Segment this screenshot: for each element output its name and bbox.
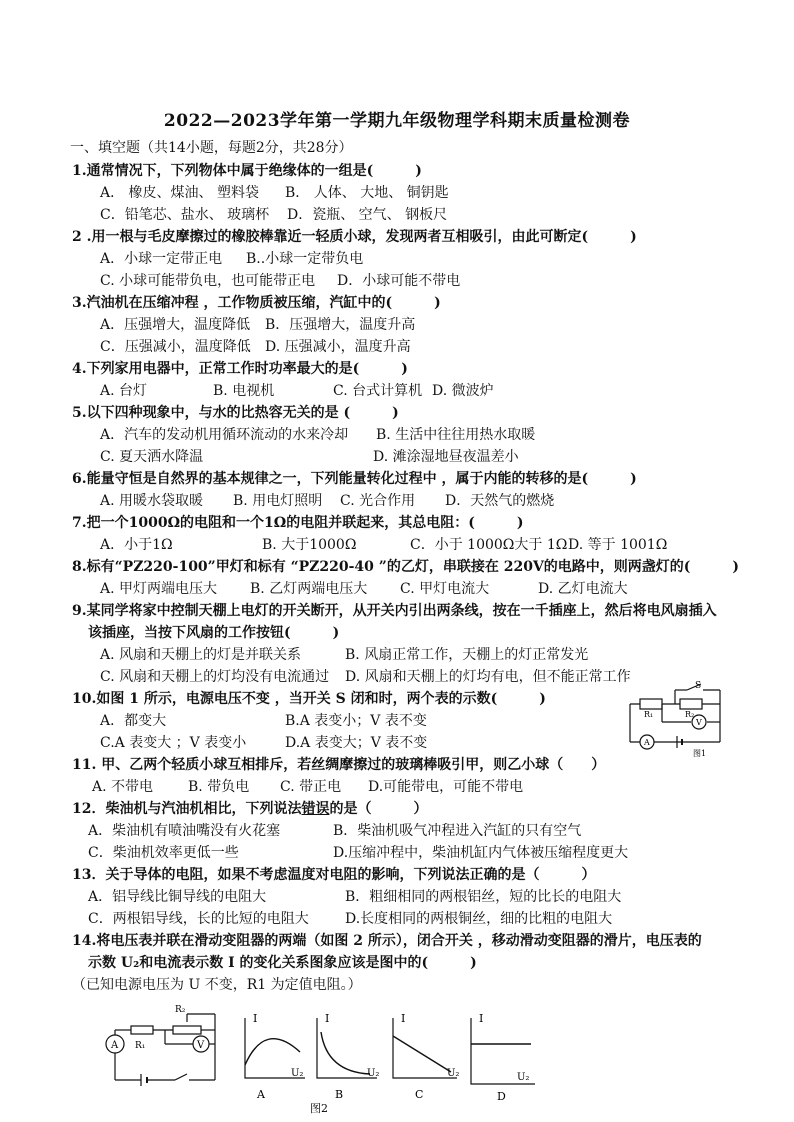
q3-option-b: B．压强增大，温度升高 (265, 317, 416, 333)
q5-option-c: C. 夏天洒水降温 (100, 449, 204, 465)
exam-title: 2022—2023学年第一学期九年级物理学科期末质量检测卷 (163, 111, 631, 131)
q5-option-a: A．汽车的发动机用循环流动的水来冷却 (100, 427, 349, 443)
q10-option-b: B.A 表变小；V 表不变 (285, 713, 427, 729)
fig2-voltmeter-label: V (197, 1040, 205, 1051)
question-13-stem: 13．关于导体的电阻，如果不考虑温度对电阻的影响，下列说法正确的是（ ） (72, 867, 596, 883)
fig1-switch-label: S (695, 681, 702, 691)
fig1-r1-label: R₁ (644, 710, 654, 719)
figure-1-circuit (625, 680, 725, 762)
question-12-stem (72, 798, 427, 818)
fig1-r2-label: R₂ (685, 710, 695, 719)
q12-option-d: D.压缩冲程中，柴油机缸内气体被压缩程度更大 (333, 845, 629, 861)
graph-a-ylabel: I (253, 1012, 258, 1025)
question-11-stem: 11. 甲、乙两个轻质小球互相排斥，若丝绸摩擦过的玻璃棒吸引甲，则乙小球（ ） (72, 757, 606, 773)
q3-option-d: D. 压强减小，温度升高 (265, 339, 411, 355)
fig1-ammeter-label: A (644, 738, 650, 747)
q1-option-b: B． 人体、 大地、 铜钥匙 (285, 185, 449, 201)
fig1-voltmeter-label: V (696, 718, 702, 727)
q8-option-a: A. 甲灯两端电压大 (100, 581, 218, 597)
q7-option-c: C．小于 1000Ω大于 1Ω (410, 537, 568, 553)
question-14-stem: 14.将电压表并联在滑动变阻器的两端（如图 2 所示），闭合开关 ，移动滑动变阻器的滑片，电压表的 (72, 933, 702, 949)
q7-option-d: D. 等于 1001Ω (568, 537, 668, 553)
graph-c-choice: C (415, 1088, 424, 1101)
q12-option-c: C．柴油机效率更低一些 (88, 845, 239, 861)
question-9-stem-cont: 该插座，当按下风扇的工作按钮( ) (88, 625, 340, 641)
question-1-stem: 1.通常情况下，下列物体中属于绝缘体的一组是( ) (72, 163, 422, 179)
question-14-stem-cont: 示数 U₂和电流表示数 I 的变化关系图象应该是图中的( ) (88, 955, 477, 971)
graph-d-choice: D (497, 1090, 506, 1103)
q5-option-b: B. 生活中往往用热水取暖 (376, 427, 536, 443)
q13-option-b: B．粗细相同的两根铝丝，短的比长的电阻大 (345, 889, 622, 905)
q10-option-d: D.A 表变大；V 表不变 (285, 735, 428, 751)
q2-option-a: A．小球一定带正电 (100, 251, 223, 267)
fig2-r1-label: R₁ (135, 1041, 146, 1051)
question-8-stem: 8.标有“PZ220-100”甲灯和标有 “PZ220-40 ”的乙灯，串联接在 220V的电路中，则两盏灯的( ) (72, 559, 740, 575)
fig2-ammeter-label: A (111, 1040, 119, 1051)
q9-option-a: A. 风扇和天棚上的灯是并联关系 (100, 647, 302, 663)
fig1-caption: 图1 (693, 749, 707, 758)
q12-stem-pre: 12．柴油机与汽油机相比，下列说法 (72, 801, 302, 817)
q2-option-b: B..小球一定带负电 (246, 251, 364, 267)
q12-stem-emphasis: 错误 (301, 801, 330, 817)
q12-option-a: A．柴油机有喷油嘴没有火花塞 (88, 823, 281, 839)
q13-option-c: C．两根铝导线，长的比短的电阻大 (88, 911, 309, 927)
graph-a (245, 1012, 305, 1101)
q6-option-a: A. 用暖水袋取暖 (100, 493, 204, 509)
graph-d-ylabel: I (479, 1012, 484, 1025)
section-heading: 一、填空题（共14小题，每题2分，共28分） (70, 140, 353, 156)
graph-c-ylabel: I (401, 1012, 406, 1025)
question-14-note: （已知电源电压为 U 不变，R1 为定值电阻。） (72, 977, 362, 993)
graph-b-ylabel: I (325, 1012, 330, 1025)
q3-option-c: C．压强减小，温度降低 (100, 339, 251, 355)
q4-option-a: A. 台灯 (100, 383, 148, 399)
q8-option-c: C. 甲灯电流大 (400, 581, 490, 597)
graph-b (317, 1012, 379, 1101)
question-3-stem: 3.汽油机在压缩冲程 ，工作物质被压缩，汽缸中的( ) (72, 295, 441, 311)
q9-option-c: C. 风扇和天棚上的灯均没有电流通过 (100, 669, 330, 685)
q3-option-a: A．压强增大，温度降低 (100, 317, 251, 333)
graph-d-xlabel: U₂ (517, 1072, 530, 1083)
q4-option-d: D. 微波炉 (432, 383, 494, 399)
q8-option-b: B. 乙灯两端电压大 (250, 581, 368, 597)
q8-option-d: D. 乙灯电流大 (538, 581, 628, 597)
q13-option-d: D.长度相同的两根铜丝，细的比粗的电阻大 (345, 911, 613, 927)
question-7-stem: 7.把一个1000Ω的电阻和一个1Ω的电阻并联起来，其总电阻：( ) (72, 515, 524, 531)
q9-option-b: B. 风扇正常工作，天棚上的灯正常发光 (345, 647, 589, 663)
q2-option-d: D．小球可能不带电 (337, 273, 461, 289)
q6-option-d: D．天然气的燃烧 (445, 493, 555, 509)
q12-stem-post: 的是（ ） (329, 801, 428, 817)
graph-a-choice: A (257, 1088, 265, 1101)
q6-option-c: C. 光合作用 (340, 493, 416, 509)
graph-b-xlabel: U₂ (367, 1068, 380, 1079)
graph-a-xlabel: U₂ (291, 1068, 304, 1079)
graph-b-choice: B (335, 1088, 344, 1101)
q10-option-a: A．都变大 (100, 713, 167, 729)
graph-d (471, 1012, 535, 1103)
fig2-r2-label: R₂ (175, 1005, 186, 1015)
q7-option-a: A．小于1Ω (100, 537, 173, 553)
q13-option-a: A．铝导线比铜导线的电阻大 (88, 889, 267, 905)
q10-option-c: C.A 表变大 ；V 表变小 (100, 735, 247, 751)
q11-option-d: D.可能带电，可能不带电 (368, 779, 524, 795)
question-10-stem: 10.如图 1 所示，电源电压不变 ，当开关 S 闭和时，两个表的示数( ) (72, 691, 546, 707)
q1-option-a: A． 橡皮、煤油、 塑料袋 (100, 185, 260, 201)
figure-2 (95, 1000, 545, 1115)
q7-option-b: B. 大于1000Ω (262, 537, 357, 553)
q4-option-b: B. 电视机 (213, 383, 275, 399)
question-5-stem: 5.以下四种现象中，与水的比热容无关的是 ( ) (72, 405, 399, 421)
q5-option-d: D. 滩涂湿地昼夜温差小 (373, 449, 519, 465)
q12-option-b: B．柴油机吸气冲程进入汽缸的只有空气 (333, 823, 582, 839)
q11-option-a: A. 不带电 (92, 779, 154, 795)
q9-option-d: D. 风扇和天棚上的灯均有电，但不能正常工作 (345, 669, 631, 685)
q11-option-b: B. 带负电 (188, 779, 250, 795)
graph-c (393, 1012, 459, 1101)
q1-option-c: C．铅笔芯、盐水、 玻璃杯 (100, 207, 270, 223)
question-9-stem: 9.某同学将家中控制天棚上电灯的开关断开，从开关内引出两条线，按在一千插座上，然后将电风扇插入 (72, 603, 717, 619)
question-6-stem: 6.能量守恒是自然界的基本规律之一，下列能量转化过程中 ，属于内能的转移的是( ) (72, 471, 637, 487)
question-4-stem: 4.下列家用电器中，正常工作时功率最大的是( ) (72, 361, 408, 377)
q2-option-c: C. 小球可能带负电，也可能带正电 (100, 273, 316, 289)
q11-option-c: C. 带正电 (280, 779, 342, 795)
q4-option-c: C. 台式计算机 (333, 383, 423, 399)
q1-option-d: D．瓷瓶、 空气、 钢板尺 (287, 207, 448, 223)
q6-option-b: B. 用电灯照明 (233, 493, 323, 509)
question-2-stem: 2 .用一根与毛皮摩擦过的橡胶棒靠近一轻质小球，发现两者互相吸引，由此可断定( ) (72, 229, 637, 245)
graph-c-xlabel: U₂ (447, 1068, 460, 1079)
fig2-caption: 图2 (310, 1102, 328, 1115)
